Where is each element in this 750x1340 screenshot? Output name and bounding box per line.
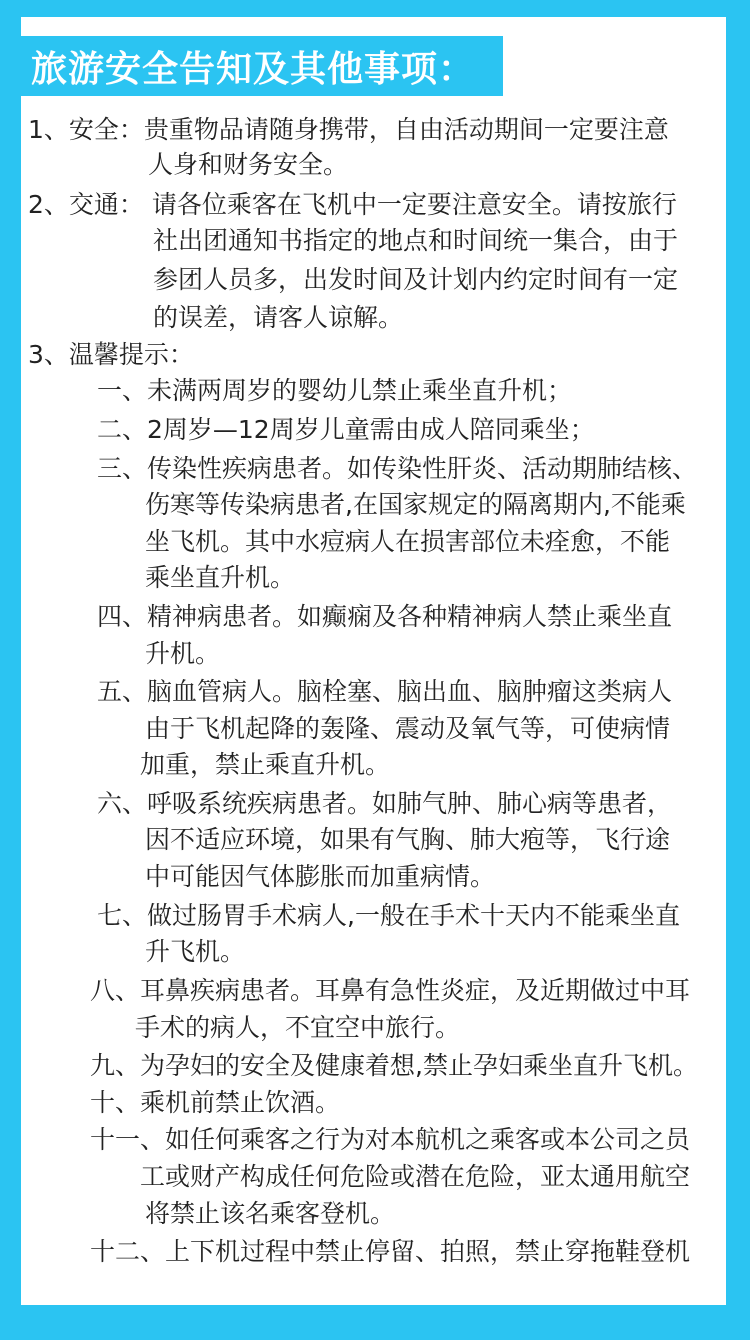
tip-item-continued: 手术的病人，不宜空中旅行。 [135,1013,461,1042]
tip-item: 五、脑血管病人。脑栓塞、脑出血、脑肿瘤这类病人 [97,677,673,706]
tip-item-continued: 伤寒等传染病患者,在国家规定的隔离期内,不能乘 [145,490,686,519]
tip-item: 一、未满两周岁的婴幼儿禁止乘坐直升机； [97,376,573,405]
tip-item: 六、呼吸系统疾病患者。如肺气肿、肺心病等患者， [97,789,673,818]
tip-item-continued: 因不适应环境，如果有气胸、肺大疱等，飞行途 [145,825,671,854]
tip-item-continued: 坐飞机。其中水痘病人在损害部位未痊愈，不能 [145,527,671,556]
page-title: 旅游安全告知及其他事项： [31,48,476,90]
tip-item-continued: 乘坐直升机。 [145,563,296,592]
tip-item: 八、耳鼻疾病患者。耳鼻有急性炎症，及近期做过中耳 [90,976,691,1005]
section-traffic-line-2: 社出团通知书指定的地点和时间统一集合，由于 [153,226,679,255]
section-traffic-line-1: 2、交通： 请各位乘客在飞机中一定要注意安全。请按旅行 [28,190,677,219]
tip-item: 十一、如任何乘客之行为对本航机之乘客或本公司之员 [90,1125,691,1154]
title-banner [21,36,503,96]
tip-item: 二、2周岁—12周岁儿童需由成人陪同乘坐； [97,415,595,444]
tip-item: 九、为孕妇的安全及健康着想,禁止孕妇乘坐直升飞机。 [90,1051,698,1080]
tip-item: 四、精神病患者。如癫痫及各种精神病人禁止乘坐直 [97,602,673,631]
section-tips-heading: 3、温馨提示： [28,340,194,369]
tip-item-continued: 中可能因气体膨胀而加重病情。 [145,862,496,891]
tip-item-continued: 升飞机。 [145,937,246,966]
section-traffic-line-3: 参团人员多，出发时间及计划内约定时间有一定 [153,265,679,294]
tip-item-continued: 工或财产构成任何危险或潜在危险，亚太通用航空 [140,1162,691,1191]
section-safety-line-1: 1、安全：贵重物品请随身携带，自由活动期间一定要注意 [28,115,669,144]
tip-item: 七、做过肠胃手术病人,一般在手术十天内不能乘坐直 [97,901,680,930]
tip-item: 十二、上下机过程中禁止停留、拍照，禁止穿拖鞋登机 [90,1237,691,1266]
tip-item-continued: 加重，禁止乘直升机。 [140,750,391,779]
tip-item-continued: 由于飞机起降的轰隆、震动及氧气等，可使病情 [145,714,671,743]
section-safety-line-2: 人身和财务安全。 [148,150,349,179]
tip-item-continued: 将禁止该名乘客登机。 [145,1199,396,1228]
tip-item-continued: 升机。 [145,639,221,668]
tip-item: 三、传染性疾病患者。如传染性肝炎、活动期肺结核、 [97,454,698,483]
tip-item: 十、乘机前禁止饮酒。 [90,1088,341,1117]
section-traffic-line-4: 的误差，请客人谅解。 [153,303,404,332]
